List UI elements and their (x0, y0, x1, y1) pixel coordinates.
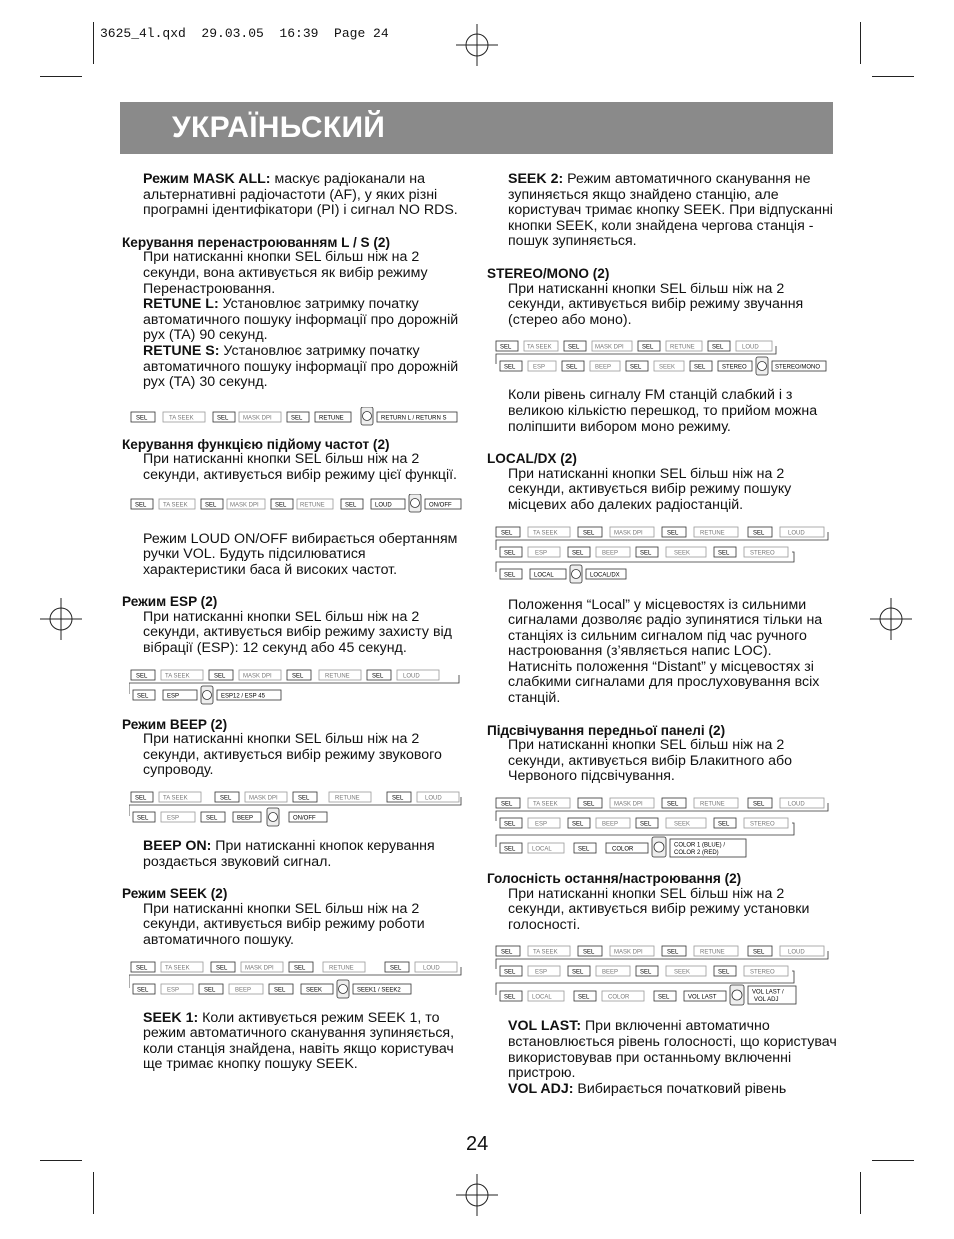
flow-label: TA SEEK (169, 415, 194, 422)
page-title: УКРАЇНЬСКИЙ (172, 111, 386, 144)
seek2-text: Режим автоматичного сканування не зупиняється якщо знайдено станцію, але користувач тримає кнопку SEEK. При відпусканні кнопки SEEK, коли знайдена чергова станція - пошук зупиняється. (508, 171, 833, 250)
flow-label: TA SEEK (163, 795, 188, 802)
flow-label: TA SEEK (165, 965, 190, 972)
seek-flow-diagram (129, 959, 472, 1001)
crop-mark (93, 22, 94, 64)
crop-mark (93, 1172, 94, 1214)
vol-knob-icon (756, 357, 768, 375)
flow-box-sel (131, 412, 155, 422)
retune-l-paragraph (122, 297, 472, 344)
flow-label: SEL (572, 821, 584, 828)
flow-label: SEL (292, 673, 304, 680)
retune-flow-diagram (129, 407, 472, 427)
flow-label: SEL (718, 550, 730, 556)
beep-on-paragraph (122, 839, 472, 870)
flow-label: RETUNE (319, 415, 344, 422)
beep-on-label: BEEP ON: (143, 838, 212, 855)
flow-label: LOUD (742, 344, 759, 351)
flow-label: RETUNE (700, 949, 725, 956)
flow-label: TA SEEK (163, 502, 188, 508)
beep-flow-diagram (129, 789, 472, 829)
flow-label: LOUD (425, 795, 442, 802)
flow-label: SEL (500, 344, 512, 351)
vol-knob-icon (337, 980, 349, 998)
flow-label: SEL (712, 344, 724, 351)
flow-label: SEEK (659, 364, 676, 371)
flow-label: SEL (214, 673, 226, 680)
beep-text: При натисканні кнопки SEL більш ніж на 2 секунди, активується вибір режиму звукового супроводу. (143, 731, 442, 779)
vol-text: При натисканні кнопки SEL більш ніж на 2 секунди, активується вибір режиму установки голосності. (508, 885, 810, 933)
flow-label: SEL (372, 673, 384, 680)
seek2-label: SEEK 2: (508, 171, 564, 187)
retune-l-label: RETUNE L: (143, 296, 219, 313)
flow-label: SEEK1 / SEEK2 (357, 987, 401, 994)
flow-label: SEL (298, 795, 310, 802)
flow-label: SEL (504, 994, 516, 1001)
loud-heading: Керування функцією підйому частот (2) (122, 436, 390, 452)
loud-flow-diagram (129, 494, 472, 514)
flow-label: RETUNE (329, 965, 354, 972)
vol-flow-diagram (494, 943, 837, 1009)
loud-text: При натисканні кнопки SEL більш ніж на 2 секунди, активується вибір режиму цієї функції. (143, 451, 457, 483)
flow-label: SEL (136, 965, 148, 972)
flow-label: BEEP (595, 364, 612, 371)
flow-label: COLOR (608, 994, 630, 1001)
flow-label: SEEK (674, 550, 691, 556)
esp-text: При натисканні кнопки SEL більш ніж на 2 секунди, активується вибір режиму захисту від вібрації (ESP): 12 секунд або 45 секунд. (143, 608, 452, 657)
flow-label: TA SEEK (533, 949, 558, 956)
flow-label: STEREO/MONO (775, 364, 821, 371)
crop-mark (860, 1172, 861, 1214)
flow-label: LOUD (788, 801, 805, 808)
flow-label: LOCAL/DX (590, 572, 620, 578)
retune-s-paragraph (122, 344, 472, 391)
seek-text: При натисканні кнопки SEL більш ніж на 2 секунди, активується вибір режиму роботи автоматичного пошуку. (143, 900, 425, 948)
flow-label: VOL ADJ (754, 997, 779, 1004)
retune-s-label: RETUNE S: (143, 342, 220, 359)
flow-label: SEL (640, 550, 652, 556)
left-column (122, 172, 472, 1073)
flow-label: SEL (640, 821, 652, 828)
flow-label: LOCAL (532, 994, 552, 1001)
flow-label: SEL (136, 673, 148, 680)
color-text: При натисканні кнопки SEL більш ніж на 2 секунди, активується вибір Блакитного або Червоного підсвічування. (508, 737, 793, 785)
flow-label: SEL (578, 994, 590, 1001)
flow-label: SEL (291, 415, 303, 422)
flow-label: SEL (504, 969, 516, 976)
flow-label: SEL (501, 801, 513, 808)
flow-label: SEL (753, 801, 765, 808)
flow-label: MASK DPI (243, 673, 272, 680)
flow-label: RETUNE (700, 530, 725, 536)
flow-label: SEL (504, 846, 516, 853)
flow-label: SEL (137, 987, 149, 994)
flow-label: SEL (345, 502, 357, 508)
color-flow-diagram (494, 795, 837, 861)
flow-label: RETUNE (670, 344, 695, 351)
seek1-text: Коли активується режим SEEK 1, то режим автоматичного сканування зупиняється, коли станція знайдена, навіть якщо користувач ще тримає кнопку пошуку SEEK. (143, 1009, 455, 1073)
flow-label: LOUD (375, 502, 392, 508)
flow-label: SEL (640, 969, 652, 976)
registration-mark-top (456, 24, 498, 66)
flow-label: SEL (572, 550, 584, 556)
vol-adj-paragraph (487, 1082, 837, 1098)
flow-label: SEL (501, 949, 513, 956)
flow-label: SEL (220, 795, 232, 802)
flow-label: SEEK (674, 969, 691, 976)
flow-label: STEREO (750, 969, 775, 976)
flow-label: TA SEEK (165, 673, 190, 680)
flow-label: MASK DPI (614, 530, 643, 536)
flow-label: ON/OFF (429, 502, 452, 508)
vol-knob-icon (409, 494, 421, 512)
flow-label: SEL (718, 969, 730, 976)
vol-last-label: VOL LAST: (508, 1018, 582, 1035)
flow-label: SEL (694, 364, 706, 371)
flow-label: ESP12 / ESP 45 (221, 693, 265, 700)
flow-label: TA SEEK (533, 801, 558, 808)
right-column (487, 172, 837, 1097)
vol-knob-icon (652, 837, 666, 857)
flow-label: TA SEEK (533, 530, 558, 536)
mask-all-text: маскує радіоканали на альтернативні радіочастоти (AF), у яких різні програмні ідентифікатори (PI) і сигнал NO RDS. (143, 171, 458, 219)
flow-label: COLOR 1 (BLUE) / (674, 842, 726, 849)
registration-mark-left (40, 598, 82, 640)
flow-label: SEL (630, 364, 642, 371)
flow-label: SEL (504, 364, 516, 371)
flow-label: SEL (504, 572, 516, 578)
flow-label: BEEP (602, 821, 619, 828)
flow-label: MASK DPI (614, 801, 643, 808)
page-number: 24 (466, 1133, 489, 1155)
stereo-heading: STEREO/MONO (2) (487, 265, 610, 281)
crop-mark (860, 22, 861, 64)
flow-label: ESP (533, 364, 546, 371)
print-header: 3625_4l.qxd 29.03.05 16:39 Page 24 (100, 26, 389, 41)
flow-label: BEEP (235, 987, 252, 994)
loud-text-2: Режим LOUD ON/OFF вибирається обертанням ручки VOL. Будуть підсилюватися характеристики баса й високих частот. (143, 530, 458, 578)
flow-label: SEL (135, 502, 147, 508)
vol-knob-icon (201, 686, 213, 704)
flow-label: BEEP (602, 969, 619, 976)
flow-label: SEL (667, 949, 679, 956)
flow-label: ON/OFF (293, 815, 316, 822)
mask-all-paragraph (122, 172, 472, 219)
registration-mark-right (870, 598, 912, 640)
crop-mark (872, 76, 914, 77)
local-flow-diagram (494, 524, 837, 588)
seek1-label: SEEK 1: (143, 1009, 199, 1026)
stereo-text-2: Коли рівень сигналу FM станцій слабкий і з великою кількістю перешкод, то прийом можна поліпшити вибором моно режиму. (508, 387, 818, 435)
flow-label: SEL (275, 502, 287, 508)
beep-heading: Режим BEEP (2) (122, 716, 228, 732)
flow-label: VOL LAST (688, 994, 717, 1001)
stereo-flow-diagram (494, 338, 837, 378)
section-banner (120, 102, 833, 154)
seek2-paragraph (487, 172, 837, 250)
mask-all-label: Режим MASK ALL: (143, 171, 271, 187)
flow-label: BEEP (237, 815, 254, 822)
flow-label: SEL (504, 821, 516, 828)
flow-label: RETUNE (325, 673, 350, 680)
flow-label: ESP (535, 969, 548, 976)
flow-label: SEL (216, 965, 228, 972)
flow-label: LOUD (788, 949, 805, 956)
crop-mark (872, 1160, 914, 1161)
flow-label: SEL (135, 795, 147, 802)
seek-heading: Режим SEEK (2) (122, 886, 228, 902)
flow-label: ESP (167, 815, 180, 822)
vol-heading: Голосність остання/настроювання (2) (487, 871, 742, 887)
vol-last-paragraph (487, 1019, 837, 1081)
flow-label: RETUNE (300, 502, 325, 508)
vol-adj-text: Вибирається початковий рівень (573, 1080, 787, 1097)
flow-label: SEL (578, 846, 590, 853)
esp-heading: Режим ESP (2) (122, 594, 218, 610)
flow-label: SEL (217, 415, 229, 422)
vol-adj-label: VOL ADJ: (508, 1080, 574, 1097)
flow-label: ESP (167, 693, 180, 700)
flow-label: SEL (572, 969, 584, 976)
local-text-2: Положення “Local” у місцевостях із сильними сигналами дозволяє радіо зупинятися тільки на станціях із сильним сигналом під час ручного настроювання (з’являється напис LOC). Натисніть положення “Distant” у місцевостях зі слабкими сигналами для прослуховування всіх станцій. (508, 596, 823, 707)
flow-label: STEREO (750, 821, 775, 828)
flow-label: SEEK (674, 821, 691, 828)
flow-label: SEL (504, 550, 516, 556)
flow-label: MASK DPI (614, 949, 643, 956)
seek1-paragraph (122, 1011, 472, 1073)
flow-label: SEL (390, 965, 402, 972)
flow-label: SEL (753, 530, 765, 536)
flow-label: LOUD (403, 673, 420, 680)
vol-knob-icon (361, 407, 373, 425)
flow-label: STEREO (750, 550, 775, 556)
flow-label: SEL (642, 344, 654, 351)
flow-label: RETUNE (700, 801, 725, 808)
crop-mark (40, 76, 82, 77)
flow-label: ESP (535, 821, 548, 828)
retune-heading: Керування перенастроюванням L / S (2) (122, 234, 391, 250)
flow-label: BEEP (602, 550, 619, 556)
flow-label: SEL (204, 987, 216, 994)
flow-label: SEL (136, 415, 148, 422)
flow-label: LOCAL (534, 572, 554, 578)
flow-label: MASK DPI (243, 415, 272, 422)
esp-flow-diagram (129, 667, 472, 707)
flow-label: TA SEEK (527, 344, 552, 351)
local-heading: LOCAL/DX (2) (487, 451, 577, 467)
crop-mark (40, 1160, 82, 1161)
stereo-text: При натисканні кнопки SEL більш ніж на 2 секунди, активується вибір режиму звучання (стерео або моно). (508, 280, 804, 328)
flow-box-ta-seek (163, 412, 205, 422)
retune-s-text: Установлює затримку початку автоматичного пошуку інформації про дорожній рух (TA) 30 секунд. (143, 342, 459, 391)
flow-label: RETUNE (335, 795, 360, 802)
flow-label: MASK DPI (230, 502, 259, 508)
flow-label: SEL (566, 364, 578, 371)
flow-label: SEEK (306, 987, 323, 994)
flow-label: SEL (205, 502, 217, 508)
flow-label: COLOR (612, 846, 634, 853)
flow-label: ESP (535, 550, 548, 556)
flow-label: SEL (658, 994, 670, 1001)
flow-label: SEL (667, 530, 679, 536)
vol-last-text: При включенні автоматично встановлюється рівень голосності, що користувач використовував при останньому включенні пристрою. (508, 1018, 837, 1082)
flow-label: SEL (206, 815, 218, 822)
retune-text: При натисканні кнопки SEL більш ніж на 2 секунди, вона активується як вибір режиму Перенастроювання. (143, 249, 428, 297)
flow-label: SEL (274, 987, 286, 994)
vol-knob-icon (570, 565, 582, 583)
flow-label: MASK DPI (595, 344, 624, 351)
flow-label: LOCAL (532, 846, 552, 853)
vol-knob-icon (730, 985, 744, 1005)
registration-mark-bottom (456, 1174, 498, 1216)
flow-label: SEL (137, 815, 149, 822)
flow-label: COLOR 2 (RED) (674, 850, 719, 857)
flow-label: STEREO (722, 364, 747, 371)
beep-on-text: При натисканні кнопок керування роздається звуковий сигнал. (143, 838, 435, 870)
flow-label: RETURN L / RETURN S (381, 415, 447, 422)
flow-label: LOUD (423, 965, 440, 972)
vol-knob-icon (267, 808, 279, 826)
flow-label: MASK DPI (249, 795, 278, 802)
flow-label: SEL (718, 821, 730, 828)
flow-label: SEL (583, 949, 595, 956)
flow-label: SEL (137, 693, 149, 700)
local-text: При натисканні кнопки SEL більш ніж на 2 секунди, активується вибір режиму пошуку місцевих або далеких радіостанцій. (508, 465, 792, 513)
flow-label: VOL LAST / (752, 989, 784, 996)
flow-label: SEL (294, 965, 306, 972)
color-heading: Підсвічування передньої панелі (2) (487, 722, 726, 738)
flow-label: SEL (392, 795, 404, 802)
flow-label: LOUD (788, 530, 805, 536)
flow-label: SEL (568, 344, 580, 351)
flow-label: SEL (583, 801, 595, 808)
flow-label: SEL (583, 530, 595, 536)
flow-label: SEL (667, 801, 679, 808)
flow-label: MASK DPI (245, 965, 274, 972)
flow-label: SEL (753, 949, 765, 956)
flow-label: SEL (501, 530, 513, 536)
retune-l-text: Установлює затримку початку автоматичного пошуку інформації про дорожній рух (TA) 90 секунд. (143, 296, 459, 344)
flow-label: ESP (167, 987, 180, 994)
